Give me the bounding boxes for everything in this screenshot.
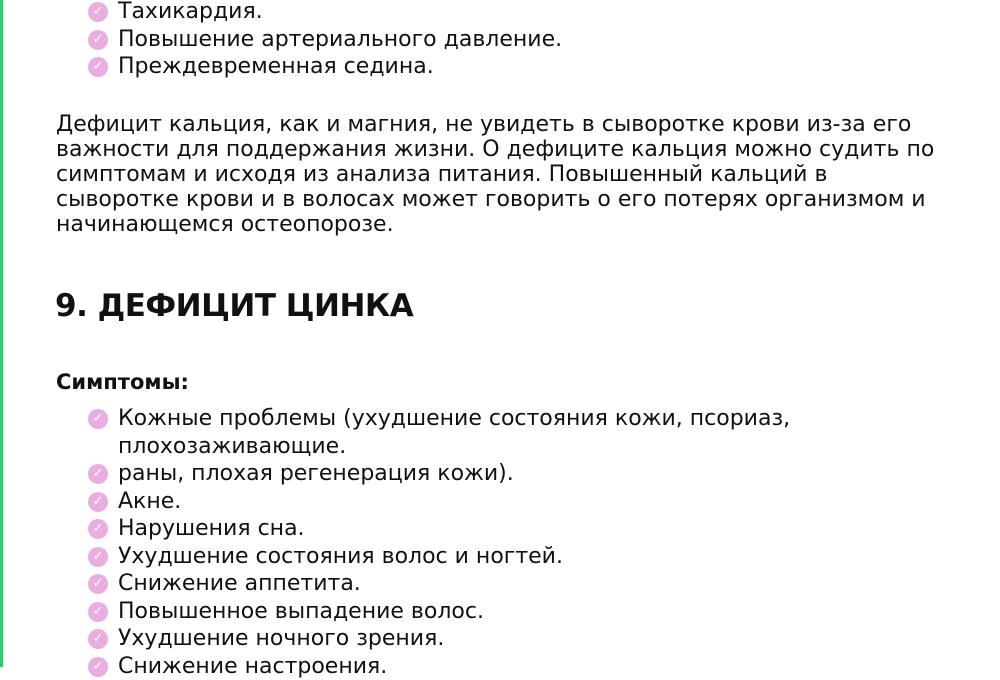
list-item-text: Повышение артериального давление. bbox=[118, 27, 562, 52]
top-symptom-list bbox=[88, 0, 562, 81]
calcium-paragraph: Дефицит кальция, как и магния, не увидеть в сыворотке крови из-за его важности для поддержания жизни. О дефиците кальция можно судить по симптомам и исходя из анализа питания. Повышенный кальций в сыворотке крови и в волосах может говорить о его потерях организмом и начинающемся остеопорозе. bbox=[56, 112, 956, 237]
list-item-text: Снижение аппетита. bbox=[118, 571, 361, 596]
list-item bbox=[88, 653, 790, 680]
check-bullet-icon: ✓ bbox=[88, 629, 108, 649]
list-item bbox=[88, 625, 790, 653]
list-item-text: Ухудшение ночного зрения. bbox=[118, 626, 444, 651]
section-heading: 9. ДЕФИЦИТ ЦИНКА bbox=[55, 286, 413, 326]
zinc-symptom-list bbox=[88, 405, 790, 680]
list-item bbox=[88, 488, 790, 516]
list-item bbox=[88, 543, 790, 571]
list-item bbox=[88, 598, 790, 626]
list-item-text: Кожные проблемы (ухудшение состояния кожи, псориаз, bbox=[118, 406, 790, 431]
list-item-text: Снижение настроения. bbox=[118, 654, 387, 679]
list-item bbox=[88, 515, 790, 543]
list-item bbox=[88, 405, 790, 433]
check-bullet-icon: ✓ bbox=[88, 519, 108, 539]
list-item-text: Повышенное выпадение волос. bbox=[118, 599, 484, 624]
list-item bbox=[88, 0, 562, 26]
check-bullet-icon: ✓ bbox=[88, 57, 108, 77]
check-bullet-icon: ✓ bbox=[88, 2, 108, 22]
list-item-text: Нарушения сна. bbox=[118, 516, 305, 541]
check-bullet-icon: ✓ bbox=[88, 409, 108, 429]
left-accent-bar bbox=[0, 0, 3, 667]
list-item bbox=[88, 460, 790, 488]
list-item-text: плохозаживающие. bbox=[118, 434, 346, 459]
check-bullet-icon: ✓ bbox=[88, 574, 108, 594]
check-bullet-icon: ✓ bbox=[88, 657, 108, 677]
list-item-text: раны, плохая регенерация кожи). bbox=[118, 461, 514, 486]
check-bullet-icon: ✓ bbox=[88, 547, 108, 567]
list-item bbox=[88, 26, 562, 54]
check-bullet-icon: ✓ bbox=[88, 602, 108, 622]
list-item-continuation bbox=[88, 433, 790, 461]
check-bullet-icon: ✓ bbox=[88, 464, 108, 484]
symptoms-label: Симптомы: bbox=[56, 368, 189, 396]
check-bullet-icon: ✓ bbox=[88, 30, 108, 50]
check-bullet-icon: ✓ bbox=[88, 492, 108, 512]
list-item-text: Акне. bbox=[118, 489, 181, 514]
list-item-text: Ухудшение состояния волос и ногтей. bbox=[118, 544, 563, 569]
list-item-text: Преждевременная седина. bbox=[118, 54, 434, 79]
list-item bbox=[88, 570, 790, 598]
list-item bbox=[88, 53, 562, 81]
list-item-text: Тахикардия. bbox=[118, 0, 263, 24]
